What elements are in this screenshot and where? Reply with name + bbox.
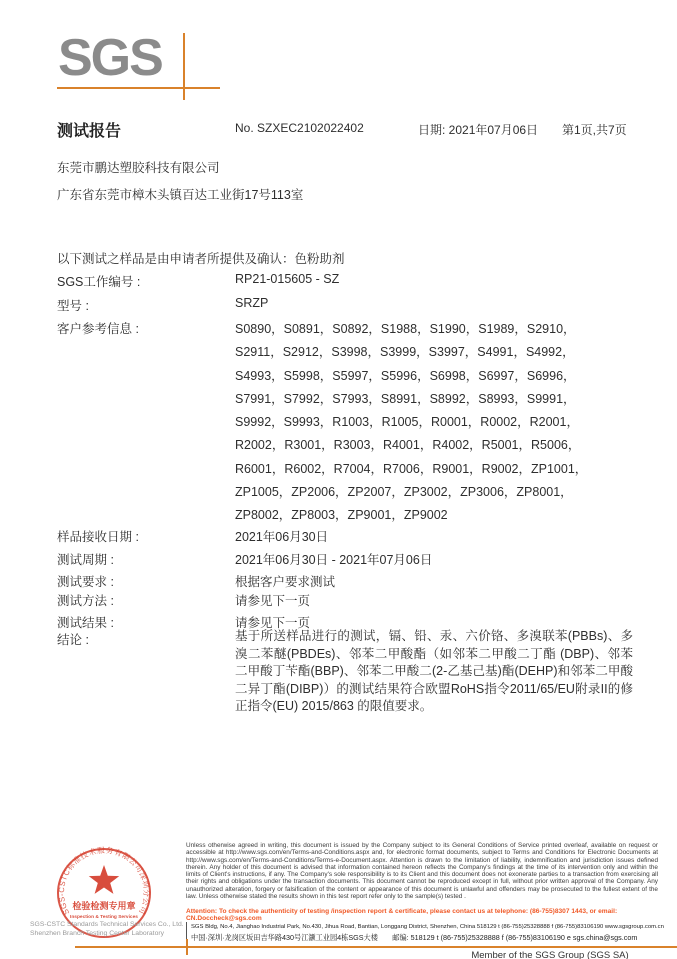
star-icon (89, 865, 119, 894)
client-ref-line: R2002，R3001，R3003，R4001，R4002，R5001，R5006， (235, 438, 581, 453)
lab-company-name (30, 921, 195, 938)
conclusion-label: 结论 : (57, 633, 89, 647)
authenticity-attention: Attention: To check the authenticity of testing /inspection report & certificate, please contact us at telephone: (86-755)8307 1443, or email: CN.Doccheck@sgs.com (186, 908, 618, 923)
logo-crosshair-horizontal (57, 87, 220, 89)
footer-crosshair-horizontal (75, 946, 677, 948)
client-ref-line: S4993，S5998，S5997，S5996，S6998，S6997，S6996， (235, 368, 576, 383)
test-requested-value: 根据客户要求测试 (235, 575, 336, 589)
client-ref-list (235, 318, 655, 528)
report-date: 日期: 2021年07月06日 (418, 123, 539, 137)
job-number-value: RP21-015605 - SZ (235, 272, 340, 286)
client-ref-line: ZP1005，ZP2006，ZP2007，ZP3002，ZP3006，ZP8001， (235, 485, 573, 500)
page-indicator: 第1页,共7页 (562, 123, 627, 137)
sgs-logo: SGS (58, 29, 162, 87)
report-number: No. SZXEC2102022402 (235, 121, 364, 135)
page-title: 测试报告 (57, 123, 122, 140)
client-ref-line: S2911，S2912，S3998，S3999，S3997，S4991，S4992， (235, 345, 575, 360)
sample-received-value: 2021年06月30日 (235, 530, 329, 544)
conclusion-text: 基于所送样品进行的测试，镉、铅、汞、六价铬、多溴联苯(PBBs)、多溴二苯醚(PBDEs)、邻苯二甲酸酯（如邻苯二甲酸二丁酯 (DBP)、邻苯二甲酸丁苄酯(BBP)、邻苯二甲酸二(2-乙基己基)酯(DEHP)和邻苯二甲酸二异丁酯(DIBP)）的测试结果符合欧盟RoHS指令2011/65/EU附录II的修正指令(EU) 2015/863 的限值要求。 (235, 629, 633, 714)
applicant-name: 东莞市鹏达塑胶科技有限公司 (57, 161, 220, 175)
applicant-address: 广东省东莞市樟木头镇百达工业街17号113室 (57, 188, 304, 202)
client-ref-line: ZP8002，ZP8003，ZP9001，ZP9002 (235, 508, 448, 523)
test-result-label: 测试结果 : (57, 616, 114, 630)
sample-declaration: 以下测试之样品是由申请者所提供及确认：色粉助剂 (57, 252, 345, 266)
sgs-membership-note: Member of the SGS Group (SGS SA) (471, 950, 629, 959)
lab-company-line1: SGS-CSTC Standards Technical Services Co., Ltd. (30, 921, 184, 928)
test-requested-label: 测试要求 : (57, 575, 114, 589)
model-label: 型号 : (57, 299, 89, 313)
testing-period-label: 测试周期 : (57, 553, 114, 567)
test-method-value: 请参见下一页 (235, 594, 311, 608)
address-english: SGS Bldg, No.4, Jianghao Industrial Park, No.430, Jihua Road, Bantian, Longgang District, Shenzhen, China 518129 t (86-755)25328888 f (86-755)83106190 www.sgsgroup.com.cn (191, 924, 664, 930)
client-ref-line: R6001，R6002，R7004，R7006，R9001，R9002，ZP1001， (235, 461, 588, 476)
client-ref-line: S9992，S9993，R1003，R1005，R0001，R0002，R2001， (235, 415, 579, 430)
footer-crosshair-vertical (186, 939, 188, 955)
client-ref-label: 客户参考信息 : (57, 322, 139, 336)
model-value: SRZP (235, 296, 269, 310)
client-ref-line: S7991，S7992，S7993，S8991，S8992，S8993，S9991， (235, 391, 576, 406)
client-ref-line: S0890，S0891，S0892，S1988，S1990，S1989，S2910， (235, 322, 576, 336)
logo-crosshair-vertical (183, 33, 185, 100)
legal-disclaimer: Unless otherwise agreed in writing, this document is issued by the Company subject to its General Conditions of Service printed overleaf, available on request or accessible at http://www.sgs.com/en/Terms-and-Conditions.aspx and, for electronic format documents, subject to Terms and Conditions for Electronic Documents at http://www.sgs.com/en/Terms-and-Conditions/Terms-e-Document.aspx. Attention is drawn to the limitation of liability, indemnification and jurisdiction issues defined therein. Any holder of this document is advised that information contained hereon reflects the Company's findings at the time of its intervention only and within the limits of Client's instructions, if any. The Company's sole responsibility is to its Client and this document does not exonerate parties to a transaction from exercising all their rights and obligations under the transaction documents. This document cannot be reproduced except in full, without prior written approval of the Company. Any unauthorized alteration, forgery or falsification of the content or appearance of this document is unlawful and offenders may be prosecuted to the fullest extent of the law. Unless otherwise stated the results shown in this test report refer only to the sample(s) tested . (186, 842, 658, 901)
testing-period-value: 2021年06月30日 - 2021年07月06日 (235, 553, 433, 567)
sample-received-label: 样品接收日期 : (57, 530, 139, 544)
address-chinese: 中国·深圳·龙岗区坂田吉华路430号江灏工业园4栋SGS大楼 邮编: 518129 t (86-755)25328888 f (86-755)83106190 e sgs.china@sgs.com (191, 933, 638, 942)
stamp-ring-text: SGS-CSTC标准技术服务有限公司深圳分公司 (56, 846, 152, 917)
test-method-label: 测试方法 : (57, 594, 114, 608)
address-block (186, 922, 664, 944)
job-number-label: SGS工作编号 : (57, 275, 141, 289)
stamp-line2: Inspection & Testing Services (70, 915, 138, 920)
lab-company-line2: Shenzhen Branch Testing Center Laboratory (30, 929, 165, 937)
stamp-line1: 检验检测专用章 (72, 901, 136, 911)
test-result-value: 请参见下一页 (235, 616, 311, 630)
